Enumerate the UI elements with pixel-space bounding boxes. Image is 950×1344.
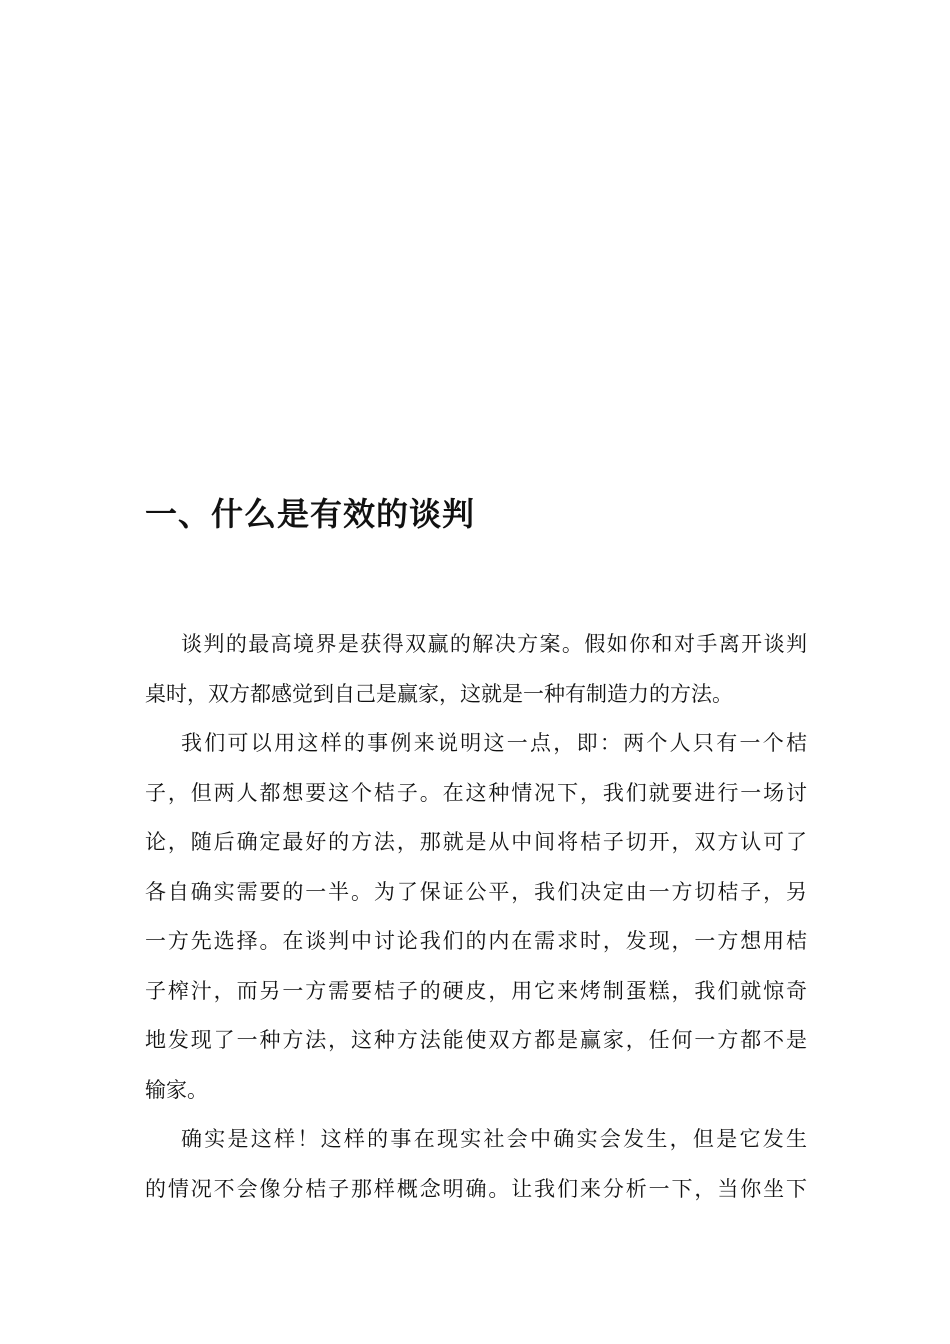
paragraph-3 — [145, 1115, 807, 1214]
paragraph-1 — [145, 620, 807, 719]
text-line: 桌时，双方都感觉到自己是赢家，这就是一种有制造力的方法。 — [145, 681, 733, 706]
text-line: 确实是这样！这样的事在现实社会中确实会发生，但是它发生 — [181, 1127, 807, 1151]
paragraph-2 — [145, 719, 807, 1115]
text-line: 子榨汁，而另一方需要桔子的硬皮，用它来烤制蛋糕，我们就惊奇 — [145, 978, 807, 1003]
text-line: 输家。 — [145, 1077, 208, 1102]
text-line: 论，随后确定最好的方法，那就是从中间将桔子切开，双方认可了 — [145, 830, 807, 854]
text-line: 地发现了一种方法，这种方法能使双方都是赢家，任何一方都不是 — [145, 1028, 807, 1052]
section-heading: 一、什么是有效的谈判 — [145, 495, 476, 533]
text-line: 谈判的最高境界是获得双赢的解决方案。假如你和对手离开谈判 — [181, 632, 807, 656]
text-line: 一方先选择。在谈判中讨论我们的内在需求时，发现，一方想用桔 — [145, 929, 807, 953]
body-text — [145, 620, 807, 1214]
text-line: 子，但两人都想要这个桔子。在这种情况下，我们就要进行一场讨 — [145, 780, 807, 805]
text-line: 的情况不会像分桔子那样概念明确。让我们来分析一下，当你坐下 — [145, 1176, 807, 1201]
text-line: 各自确实需要的一半。为了保证公平，我们决定由一方切桔子，另 — [145, 879, 807, 904]
text-line: 我们可以用这样的事例来说明这一点，即：两个人只有一个桔 — [181, 731, 807, 755]
